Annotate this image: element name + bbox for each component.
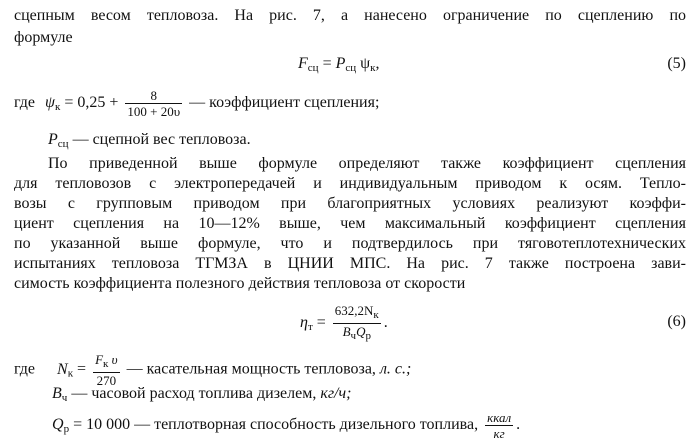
- eq5-tail: ,: [375, 55, 380, 72]
- psi-symbol-sub: к: [54, 101, 61, 114]
- nk-equals: =: [73, 360, 91, 378]
- q-tail: .: [516, 416, 521, 434]
- text-line-1: сцепным весом тепловоза. На рис. 7, а нанесено ограничение по сцеплению по: [14, 7, 686, 24]
- psi-fraction: [125, 88, 182, 119]
- nk-symbol: N: [57, 360, 68, 378]
- eq5-lhs-sub: сц: [307, 62, 319, 74]
- b-unit: кг/ч;: [320, 385, 352, 402]
- q-symbol: Q: [52, 416, 64, 434]
- nk-desc: — касательная мощность тепловоза,: [122, 360, 380, 378]
- q-frac-num: ккал: [487, 410, 512, 425]
- paragraph-line-6: испытаниях тепловоза ТГМЗА в ЦНИИ МПС. На рис. 7 также построена зави-: [14, 255, 686, 272]
- paragraph-line-4: циент сцепления на 10—12% выше, чем максимальный коэффициент сцепления: [14, 215, 686, 232]
- psi-definition: [14, 88, 379, 119]
- p-definition: [48, 130, 251, 154]
- p-symbol: P: [48, 131, 58, 148]
- eq6-den-q: Q: [356, 324, 366, 339]
- q-fraction: [485, 410, 513, 441]
- nk-frac-den: 270: [96, 373, 117, 388]
- eq6-den-q-sub: р: [365, 330, 371, 342]
- where-label: где: [14, 94, 36, 112]
- paragraph-line-1: По приведенной выше формуле определяют также коэффициент сцепления: [48, 155, 686, 172]
- psi-symbol: ψ: [45, 94, 55, 112]
- equation-5-number: (5): [667, 55, 686, 72]
- nk-frac-num: [93, 352, 120, 373]
- psi-desc: — коэффициент сцепления;: [185, 94, 380, 112]
- eq5-psi-sub: к: [370, 62, 376, 74]
- nk-num-v: υ: [108, 352, 118, 367]
- paragraph-line-5: по указанной выше формуле, что и подтвердилось при тяговотеплотехнических: [14, 235, 686, 252]
- nk-symbol-sub: к: [67, 367, 74, 380]
- nk-num-f-sub: к: [103, 358, 109, 370]
- eq6-den-b: B: [342, 324, 351, 339]
- nk-fraction: [93, 352, 120, 388]
- eq5-lhs: F: [298, 55, 308, 72]
- paragraph-line-7: симость коэффициента полезного действия тепловоза от скорости: [14, 275, 466, 292]
- psi-expr: = 0,25 +: [60, 94, 123, 112]
- eq6-tail: .: [383, 314, 388, 332]
- p-symbol-sub: сц: [57, 138, 69, 150]
- equation-6: [300, 303, 388, 344]
- q-symbol-sub: р: [63, 423, 70, 436]
- b-definition: [52, 384, 351, 408]
- eq6-frac-den: [333, 324, 381, 344]
- paragraph-line-3: возы с групповым приводом при благоприятных условиях реализуют коэффи-: [14, 195, 686, 212]
- eq6-lhs-sub: т: [307, 321, 313, 334]
- eq6-equals: =: [312, 314, 330, 332]
- eq6-fraction: [333, 303, 381, 344]
- eq5-equals: =: [318, 55, 336, 72]
- nk-definition: [14, 352, 411, 388]
- eq6-lhs: η: [300, 314, 308, 332]
- eq6-num-sub: к: [373, 309, 379, 321]
- b-symbol: B: [52, 385, 62, 402]
- q-frac-den: кг: [493, 426, 505, 441]
- psi-frac-num: 8: [125, 88, 182, 104]
- nk-unit: л. с.;: [379, 360, 412, 378]
- q-desc: = 10 000 — теплотворная способность дизельного топлива,: [69, 416, 483, 434]
- text-line-2: формуле: [14, 29, 73, 46]
- equation-5: [298, 54, 380, 78]
- eq6-den-b-sub: ч: [350, 330, 357, 342]
- p-desc: — сцепной вес тепловоза.: [68, 131, 251, 148]
- q-definition: [52, 410, 520, 441]
- b-desc: — часовой расход топлива дизелем,: [67, 385, 321, 402]
- nk-num-f: F: [95, 352, 104, 367]
- where-label-2: где: [14, 360, 36, 378]
- psi-frac-den: 100 + 20υ: [127, 104, 181, 119]
- eq6-frac-num: [333, 303, 381, 324]
- equation-6-number: (6): [667, 313, 686, 330]
- eq5-rhs: P: [335, 55, 346, 72]
- paragraph-line-2: для тепловозов с электропередачей и индивидуальным приводом к осям. Тепло-: [14, 175, 686, 192]
- eq5-rhs-sub: сц: [345, 62, 357, 74]
- eq5-psi: ψ: [356, 55, 371, 72]
- eq6-num-text: 632,2N: [334, 303, 374, 318]
- b-symbol-sub: ч: [61, 392, 68, 404]
